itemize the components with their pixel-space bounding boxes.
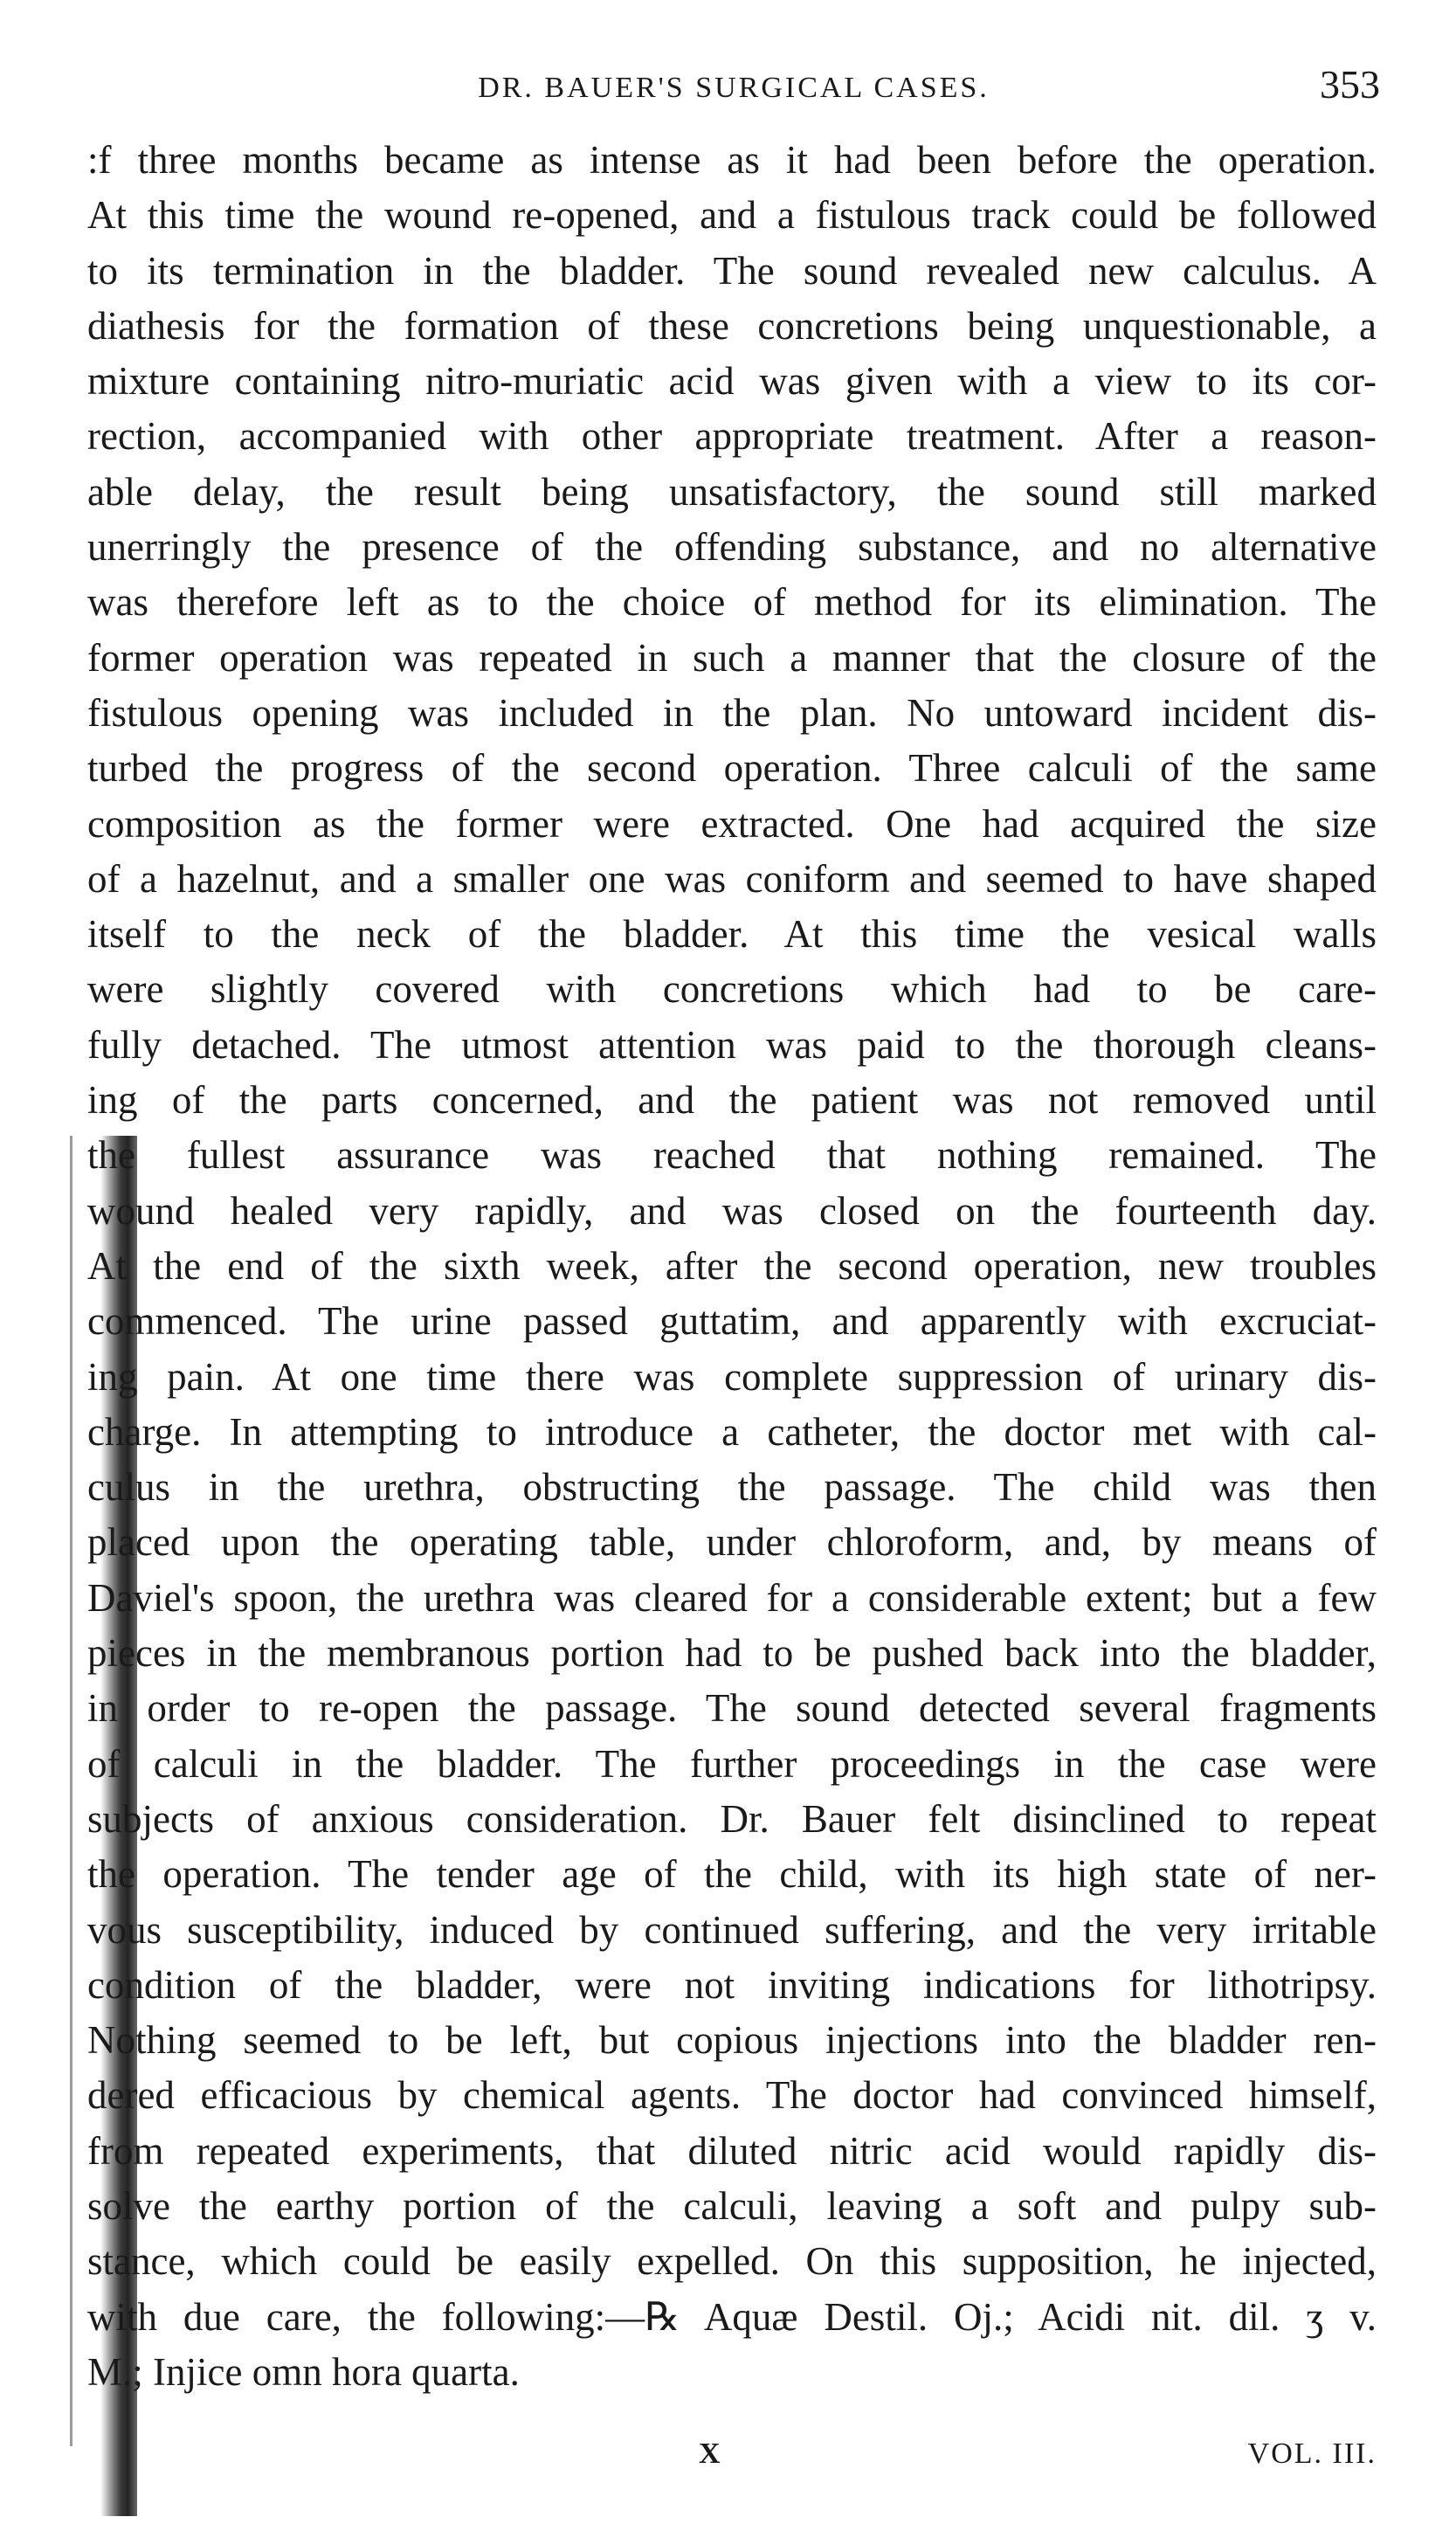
text-line: pieces in the membranous portion had to be pushed back into the bladder, (87, 1631, 1377, 1676)
text-line: placed upon the operating table, under chloroform, and, by means of (87, 1520, 1377, 1565)
text-line: commenced. The urine passed guttatim, and apparently with excruciat- (87, 1299, 1377, 1344)
text-line: former operation was repeated in such a manner that the closure of the (87, 635, 1377, 680)
text-line: composition as the former were extracted. One had acquired the size (87, 801, 1377, 846)
text-line: At the end of the sixth week, after the second operation, new troubles (87, 1243, 1377, 1288)
text-line: condition of the bladder, were not inviting indications for lithotripsy. (87, 1962, 1377, 2007)
text-line: vous susceptibility, induced by continued suffering, and the very irritable (87, 1907, 1377, 1952)
text-line: dered efficacious by chemical agents. The doctor had convinced himself, (87, 2073, 1377, 2118)
body-text (87, 133, 1377, 2400)
text-line: the fullest assurance was reached that nothing remained. The (87, 1133, 1377, 1178)
text-line: the operation. The tender age of the child, with its high state of ner- (87, 1852, 1377, 1897)
text-line: itself to the neck of the bladder. At this time the vesical walls (87, 912, 1377, 957)
text-line-last: M.; Injice omn hora quarta. (87, 2349, 520, 2394)
text-line: turbed the progress of the second operation. Three calculi of the same (87, 746, 1377, 791)
text-line: able delay, the result being unsatisfactory, the sound still marked (87, 469, 1377, 514)
binding-edge-line (70, 1136, 72, 2446)
running-head: DR. BAUER'S SURGICAL CASES. (478, 72, 990, 104)
text-line: of calculi in the bladder. The further proceedings in the case were (87, 1741, 1377, 1786)
page-footer (87, 2438, 1377, 2490)
text-line: ing pain. At one time there was complete suppression of urinary dis- (87, 1354, 1377, 1399)
text-line: ing of the parts concerned, and the patient was not removed until (87, 1078, 1377, 1123)
text-line: in order to re-open the passage. The sound detected several fragments (87, 1686, 1377, 1731)
text-line: of a hazelnut, and a smaller one was coniform and seemed to have shaped (87, 856, 1377, 901)
text-line: culus in the urethra, obstructing the passage. The child was then (87, 1465, 1377, 1510)
page-number: 353 (1320, 62, 1380, 107)
text-line: Daviel's spoon, the urethra was cleared for a considerable extent; but a few (87, 1575, 1377, 1620)
volume-label: VOL. III. (1247, 2438, 1377, 2470)
page-header (87, 54, 1380, 115)
text-line: rection, accompanied with other appropriate treatment. After a reason- (87, 414, 1377, 459)
text-line: wound healed very rapidly, and was closed on the fourteenth day. (87, 1188, 1377, 1233)
text-line: stance, which could be easily expelled. On this supposition, he injected, (87, 2239, 1377, 2284)
text-line: Nothing seemed to be left, but copious injections into the bladder ren- (87, 2018, 1377, 2063)
text-line: fully detached. The utmost attention was paid to the thorough cleans- (87, 1022, 1377, 1067)
text-line: charge. In attempting to introduce a catheter, the doctor met with cal- (87, 1409, 1377, 1454)
text-line: unerringly the presence of the offending substance, and no alternative (87, 525, 1377, 570)
text-line: was therefore left as to the choice of method for its elimination. The (87, 580, 1377, 625)
text-line: from repeated experiments, that diluted nitric acid would rapidly dis- (87, 2128, 1377, 2173)
text-line: with due care, the following:—℞ Aquæ Destil. Oj.; Acidi nit. dil. ʒ v. (87, 2294, 1377, 2339)
text-line: subjects of anxious consideration. Dr. Bauer felt disinclined to repeat (87, 1796, 1377, 1841)
text-line: :f three months became as intense as it had been before the operation. (87, 138, 1377, 182)
text-line: diathesis for the formation of these concretions being unquestionable, a (87, 303, 1377, 348)
text-line: fistulous opening was included in the plan. No untoward incident dis- (87, 690, 1377, 735)
text-line: were slightly covered with concretions which had to be care- (87, 967, 1377, 1012)
text-line: to its termination in the bladder. The sound revealed new calculus. A (87, 248, 1377, 293)
text-line: At this time the wound re-opened, and a fistulous track could be followed (87, 193, 1377, 238)
signature-mark: X (699, 2438, 722, 2470)
text-line: mixture containing nitro-muriatic acid was given with a view to its cor- (87, 359, 1377, 404)
text-line: solve the earthy portion of the calculi, leaving a soft and pulpy sub- (87, 2183, 1377, 2228)
